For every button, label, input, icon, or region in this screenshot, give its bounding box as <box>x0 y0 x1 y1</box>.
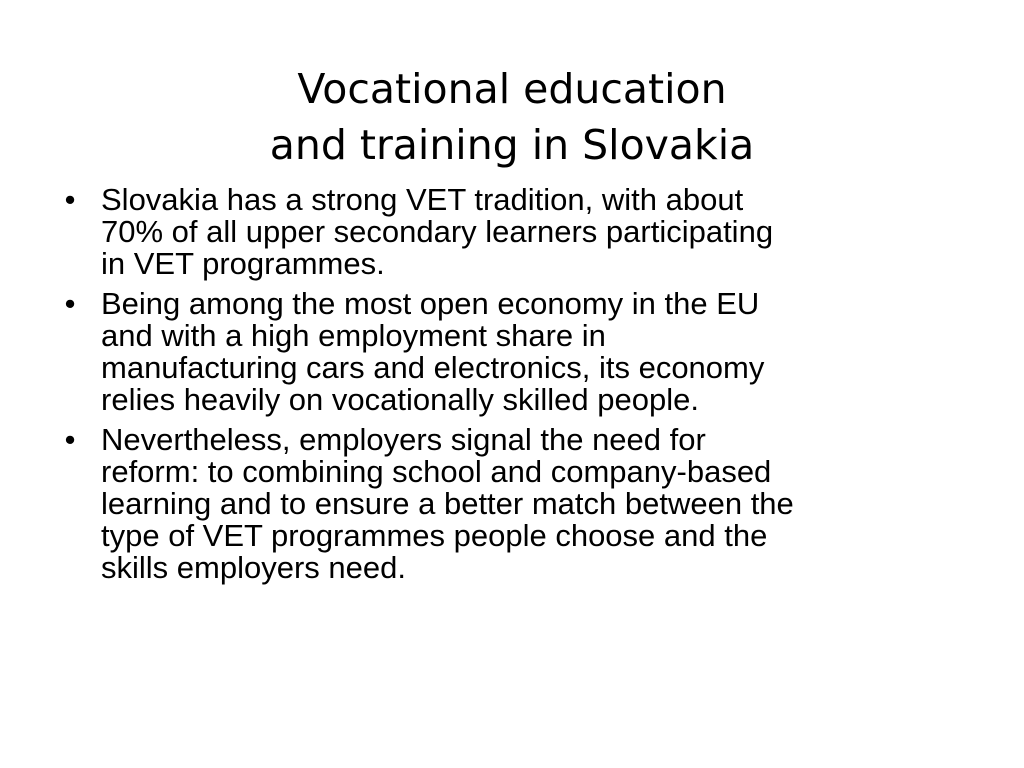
bullet-line: learning and to ensure a better match between the <box>101 486 794 521</box>
bullet-line: in VET programmes. <box>101 246 385 281</box>
bullet-line: skills employers need. <box>101 550 406 585</box>
slide-title <box>60 61 964 173</box>
bullet-list <box>58 184 978 592</box>
bullet-line: Being among the most open economy in the EU <box>101 286 760 321</box>
bullet-line: relies heavily on vocationally skilled people. <box>101 382 699 417</box>
bullet-line: Slovakia has a strong VET tradition, with about <box>101 182 744 217</box>
bullet-line: type of VET programmes people choose and the <box>101 518 768 553</box>
bullet-line: and with a high employment share in <box>101 318 606 353</box>
bullet-line: manufacturing cars and electronics, its economy <box>101 350 765 385</box>
bullet-item-open-economy <box>58 288 978 416</box>
bullet-dot-icon: • <box>64 422 76 457</box>
bullet-line: Nevertheless, employers signal the need for <box>101 422 706 457</box>
bullet-line: reform: to combining school and company-based <box>101 454 772 489</box>
bullet-line: 70% of all upper secondary learners participating <box>101 214 774 249</box>
slide-title-line-1: Vocational education <box>297 65 727 114</box>
bullet-dot-icon: • <box>64 182 76 217</box>
bullet-dot-icon: • <box>64 286 76 321</box>
bullet-item-vet-tradition <box>58 184 978 280</box>
bullet-item-reform-need <box>58 424 978 584</box>
slide-title-line-2: and training in Slovakia <box>269 121 755 170</box>
